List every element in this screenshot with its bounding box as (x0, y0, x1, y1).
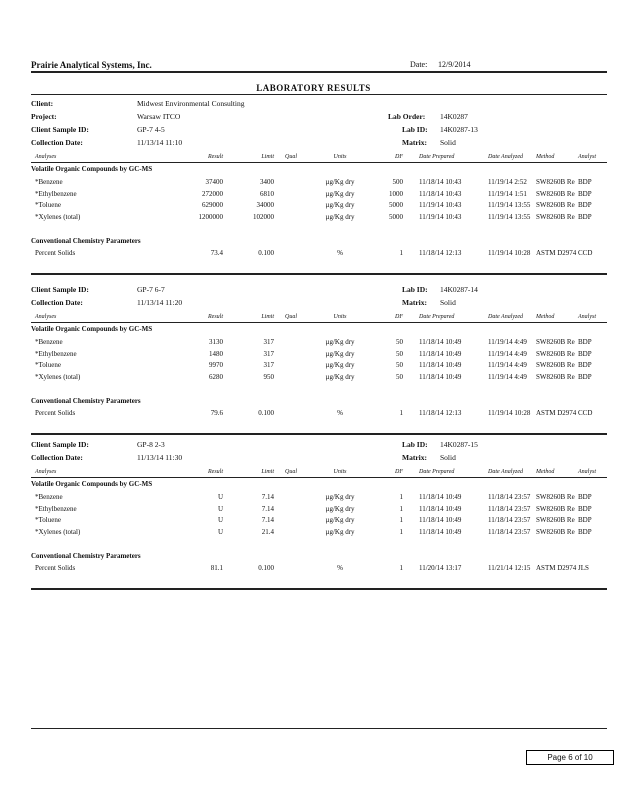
column-header: Method (536, 314, 555, 320)
conventional-section-title: Conventional Chemistry Parameters (31, 397, 141, 405)
cell-name: *Toluene (35, 201, 61, 209)
column-header: Units (333, 154, 347, 160)
column-header: DF (395, 314, 403, 320)
cell-name: Percent Solids (35, 564, 76, 572)
collection-date-label: Collection Date: (31, 298, 83, 307)
section-rule (31, 273, 607, 275)
page-title: LABORATORY RESULTS (256, 83, 371, 93)
cell-method: SW8260B Re (536, 189, 575, 198)
cell-limit: 317 (263, 338, 274, 346)
cell-result: 81.1 (210, 564, 223, 572)
column-header: Analyses (35, 154, 57, 160)
cell-limit: 21.4 (261, 527, 274, 536)
column-header-rule (31, 162, 607, 163)
cell-analyst: BDP (578, 527, 592, 536)
cell-result: 272000 (202, 189, 223, 198)
cell-units: µg/Kg dry (325, 201, 355, 209)
cell-result: 6280 (209, 372, 223, 381)
column-header: Date Analyzed (488, 154, 524, 160)
cell-analyzed: 11/19/14 13:55 (488, 212, 531, 221)
column-header: Analyst (578, 314, 596, 320)
column-header: Analyst (578, 469, 596, 475)
table-row (31, 213, 607, 225)
lab-order-label: Lab Order: (388, 112, 426, 121)
voc-section-title: Volatile Organic Compounds by GC-MS (31, 165, 153, 173)
cell-result: 79.6 (210, 409, 223, 417)
cell-df: 50 (396, 338, 403, 346)
table-row (31, 201, 607, 213)
cell-analyst: BDP (578, 178, 592, 186)
cell-limit: 0.100 (258, 249, 274, 257)
cell-analyzed: 11/19/14 10:28 (488, 249, 531, 257)
project-name: Warsaw ITCO (137, 112, 181, 121)
column-header: Qual (285, 469, 297, 475)
lab-id-label: Lab ID: (402, 125, 428, 134)
matrix-value: Solid (440, 453, 456, 462)
cell-name: *Xylenes (total) (35, 527, 81, 536)
cell-analyzed: 11/19/14 4:49 (488, 338, 527, 346)
cell-result: 1200000 (198, 212, 223, 221)
cell-units: µg/Kg dry (325, 361, 355, 369)
cell-result: 1480 (209, 349, 223, 358)
lab-id: 14K0287-13 (440, 125, 478, 134)
cell-analyzed: 11/18/14 23:57 (488, 527, 531, 536)
collection-date-label: Collection Date: (31, 453, 83, 462)
cell-df: 1 (399, 493, 403, 501)
cell-df: 1 (399, 504, 403, 513)
matrix-value: Solid (440, 298, 456, 307)
voc-section-title: Volatile Organic Compounds by GC-MS (31, 480, 153, 488)
cell-analyzed: 11/19/14 1:51 (488, 189, 527, 198)
cell-units: µg/Kg dry (325, 349, 355, 358)
table-row (31, 350, 607, 362)
column-header: Result (208, 469, 223, 475)
cell-units: % (337, 564, 343, 572)
cell-analyzed: 11/21/14 12:15 (488, 564, 531, 572)
cell-analyzed: 11/18/14 23:57 (488, 504, 531, 513)
cell-analyst: BDP (578, 504, 592, 513)
cell-name: *Xylenes (total) (35, 212, 81, 221)
cell-analyst: BDP (578, 201, 592, 209)
cell-prepared: 11/18/14 12:13 (419, 249, 462, 257)
cell-limit: 7.14 (261, 493, 274, 501)
title-rule (31, 94, 607, 95)
cell-df: 1 (399, 516, 403, 524)
cell-method: SW8260B Re (536, 504, 575, 513)
cell-result: 629000 (202, 201, 223, 209)
cell-name: Percent Solids (35, 409, 76, 417)
cell-df: 50 (396, 349, 403, 358)
lab-id-label: Lab ID: (402, 285, 428, 294)
section-rule (31, 433, 607, 435)
cell-analyst: BDP (578, 212, 592, 221)
cell-units: µg/Kg dry (325, 189, 355, 198)
client-name: Midwest Environmental Consulting (137, 99, 245, 108)
cell-name: *Benzene (35, 338, 63, 346)
conventional-section-title: Conventional Chemistry Parameters (31, 237, 141, 245)
cell-limit: 950 (263, 372, 274, 381)
cell-analyzed: 11/19/14 4:49 (488, 372, 527, 381)
column-header: Units (333, 469, 347, 475)
client-sample-id-label: Client Sample ID: (31, 125, 89, 134)
column-header: Limit (261, 314, 274, 320)
matrix-value: Solid (440, 138, 456, 147)
cell-analyzed: 11/18/14 23:57 (488, 516, 531, 524)
cell-analyst: BDP (578, 189, 592, 198)
cell-analyzed: 11/19/14 4:49 (488, 361, 527, 369)
cell-name: *Xylenes (total) (35, 372, 81, 381)
cell-df: 1 (399, 527, 403, 536)
column-header: DF (395, 154, 403, 160)
cell-result: U (217, 516, 223, 524)
cell-result: 73.4 (210, 249, 223, 257)
section-rule (31, 588, 607, 590)
client-sample-id-label: Client Sample ID: (31, 440, 89, 449)
matrix-label: Matrix: (402, 453, 427, 462)
cell-limit: 102000 (253, 212, 274, 221)
column-header: Date Prepared (419, 469, 455, 475)
cell-prepared: 11/18/14 10:43 (419, 189, 462, 198)
lab-order-value: 14K0287 (440, 112, 468, 121)
cell-df: 50 (396, 372, 403, 381)
cell-df: 50 (396, 361, 403, 369)
cell-result: U (217, 493, 223, 501)
cell-method: SW8260B Re (536, 361, 575, 369)
column-header: Result (208, 314, 223, 320)
cell-units: µg/Kg dry (325, 504, 355, 513)
column-header: Method (536, 154, 555, 160)
cell-prepared: 11/19/14 10:43 (419, 212, 462, 221)
column-header: Date Analyzed (488, 314, 524, 320)
cell-analyzed: 11/19/14 2:52 (488, 178, 527, 186)
cell-result: 9970 (209, 361, 223, 369)
column-header: Date Analyzed (488, 469, 524, 475)
cell-method: ASTM D2974 (536, 249, 577, 257)
cell-units: µg/Kg dry (325, 338, 355, 346)
cell-units: µg/Kg dry (325, 372, 355, 381)
table-row (31, 361, 607, 373)
cell-method: SW8260B Re (536, 338, 575, 346)
cell-units: % (337, 249, 343, 257)
cell-prepared: 11/18/14 10:49 (419, 338, 462, 346)
cell-analyst: CCD (578, 249, 593, 257)
cell-prepared: 11/18/14 12:13 (419, 409, 462, 417)
cell-name: Percent Solids (35, 249, 76, 257)
cell-analyst: BDP (578, 493, 592, 501)
cell-method: SW8260B Re (536, 527, 575, 536)
cell-analyst: BDP (578, 516, 592, 524)
column-header: Result (208, 154, 223, 160)
matrix-label: Matrix: (402, 298, 427, 307)
cell-analyzed: 11/19/14 10:28 (488, 409, 531, 417)
client-sample-id: GP-7 6-7 (137, 285, 165, 294)
cell-analyzed: 11/19/14 13:55 (488, 201, 531, 209)
page-number: Page 6 of 10 (526, 750, 614, 765)
cell-analyst: CCD (578, 409, 593, 417)
column-header: Units (333, 314, 347, 320)
cell-units: µg/Kg dry (325, 516, 355, 524)
cell-limit: 34000 (256, 201, 274, 209)
cell-units: µg/Kg dry (325, 212, 355, 221)
cell-analyst: BDP (578, 338, 592, 346)
table-row (31, 249, 607, 261)
cell-limit: 317 (263, 349, 274, 358)
cell-method: SW8260B Re (536, 493, 575, 501)
lab-id: 14K0287-14 (440, 285, 478, 294)
cell-analyst: BDP (578, 349, 592, 358)
cell-method: SW8260B Re (536, 372, 575, 381)
cell-result: U (217, 504, 223, 513)
cell-result: 37400 (205, 178, 223, 186)
table-row (31, 373, 607, 385)
cell-prepared: 11/18/14 10:49 (419, 516, 462, 524)
voc-section-title: Volatile Organic Compounds by GC-MS (31, 325, 153, 333)
cell-df: 5000 (389, 201, 403, 209)
cell-method: SW8260B Re (536, 178, 575, 186)
cell-df: 1000 (389, 189, 403, 198)
conventional-section-title: Conventional Chemistry Parameters (31, 552, 141, 560)
table-row (31, 178, 607, 190)
cell-prepared: 11/20/14 13:17 (419, 564, 462, 572)
cell-df: 1 (399, 249, 403, 257)
cell-analyst: JLS (578, 564, 589, 572)
cell-limit: 7.14 (261, 504, 274, 513)
column-header: Qual (285, 154, 297, 160)
report-date: 12/9/2014 (438, 60, 471, 69)
cell-method: ASTM D2974 (536, 564, 577, 572)
table-row (31, 528, 607, 540)
client-sample-id-label: Client Sample ID: (31, 285, 89, 294)
cell-limit: 0.100 (258, 409, 274, 417)
column-header-rule (31, 477, 607, 478)
report-date-label: Date: (410, 60, 428, 69)
collection-date: 11/13/14 11:10 (137, 138, 183, 147)
cell-units: µg/Kg dry (325, 527, 355, 536)
cell-limit: 3400 (260, 178, 274, 186)
column-header-rule (31, 322, 607, 323)
collection-date: 11/13/14 11:30 (137, 453, 183, 462)
cell-prepared: 11/18/14 10:43 (419, 178, 462, 186)
cell-df: 1 (399, 564, 403, 572)
table-row (31, 493, 607, 505)
cell-name: *Toluene (35, 361, 61, 369)
client-label: Client: (31, 99, 54, 108)
cell-prepared: 11/18/14 10:49 (419, 372, 462, 381)
cell-name: *Ethylbenzene (35, 504, 77, 513)
column-header: Date Prepared (419, 154, 455, 160)
cell-limit: 0.100 (258, 564, 274, 572)
cell-method: SW8260B Re (536, 212, 575, 221)
column-header: Limit (261, 469, 274, 475)
column-header: Date Prepared (419, 314, 455, 320)
lab-id-label: Lab ID: (402, 440, 428, 449)
lab-id: 14K0287-15 (440, 440, 478, 449)
cell-analyzed: 11/18/14 23:57 (488, 493, 531, 501)
collection-date: 11/13/14 11:20 (137, 298, 183, 307)
column-header: Method (536, 469, 555, 475)
cell-prepared: 11/18/14 10:49 (419, 493, 462, 501)
cell-name: *Ethylbenzene (35, 189, 77, 198)
cell-prepared: 11/18/14 10:49 (419, 361, 462, 369)
client-sample-id: GP-8 2-3 (137, 440, 165, 449)
cell-method: ASTM D2974 (536, 409, 577, 417)
cell-prepared: 11/18/14 10:49 (419, 349, 462, 358)
cell-units: % (337, 409, 343, 417)
cell-analyst: BDP (578, 372, 592, 381)
cell-prepared: 11/18/14 10:49 (419, 527, 462, 536)
cell-name: *Benzene (35, 493, 63, 501)
cell-result: U (217, 527, 223, 536)
table-row (31, 516, 607, 528)
footer-rule (31, 728, 607, 729)
cell-prepared: 11/18/14 10:49 (419, 504, 462, 513)
cell-analyzed: 11/19/14 4:49 (488, 349, 527, 358)
cell-units: µg/Kg dry (325, 178, 355, 186)
cell-method: SW8260B Re (536, 201, 575, 209)
table-row (31, 409, 607, 421)
column-header: Qual (285, 314, 297, 320)
cell-name: *Toluene (35, 516, 61, 524)
table-row (31, 338, 607, 350)
cell-result: 3130 (209, 338, 223, 346)
cell-analyst: BDP (578, 361, 592, 369)
cell-limit: 317 (263, 361, 274, 369)
cell-df: 5000 (389, 212, 403, 221)
cell-name: *Ethylbenzene (35, 349, 77, 358)
cell-df: 500 (392, 178, 403, 186)
cell-limit: 7.14 (261, 516, 274, 524)
cell-name: *Benzene (35, 178, 63, 186)
cell-df: 1 (399, 409, 403, 417)
cell-prepared: 11/19/14 10:43 (419, 201, 462, 209)
column-header: Analyses (35, 469, 57, 475)
column-header: DF (395, 469, 403, 475)
matrix-label: Matrix: (402, 138, 427, 147)
collection-date-label: Collection Date: (31, 138, 83, 147)
project-label: Project: (31, 112, 57, 121)
cell-limit: 6810 (260, 189, 274, 198)
column-header: Analyses (35, 314, 57, 320)
table-row (31, 190, 607, 202)
column-header: Limit (261, 154, 274, 160)
column-header: Analyst (578, 154, 596, 160)
company-name: Prairie Analytical Systems, Inc. (31, 60, 152, 70)
table-row (31, 505, 607, 517)
header-rule (31, 71, 607, 73)
client-sample-id: GP-7 4-5 (137, 125, 165, 134)
table-row (31, 564, 607, 576)
cell-method: SW8260B Re (536, 349, 575, 358)
cell-method: SW8260B Re (536, 516, 575, 524)
cell-units: µg/Kg dry (325, 493, 355, 501)
